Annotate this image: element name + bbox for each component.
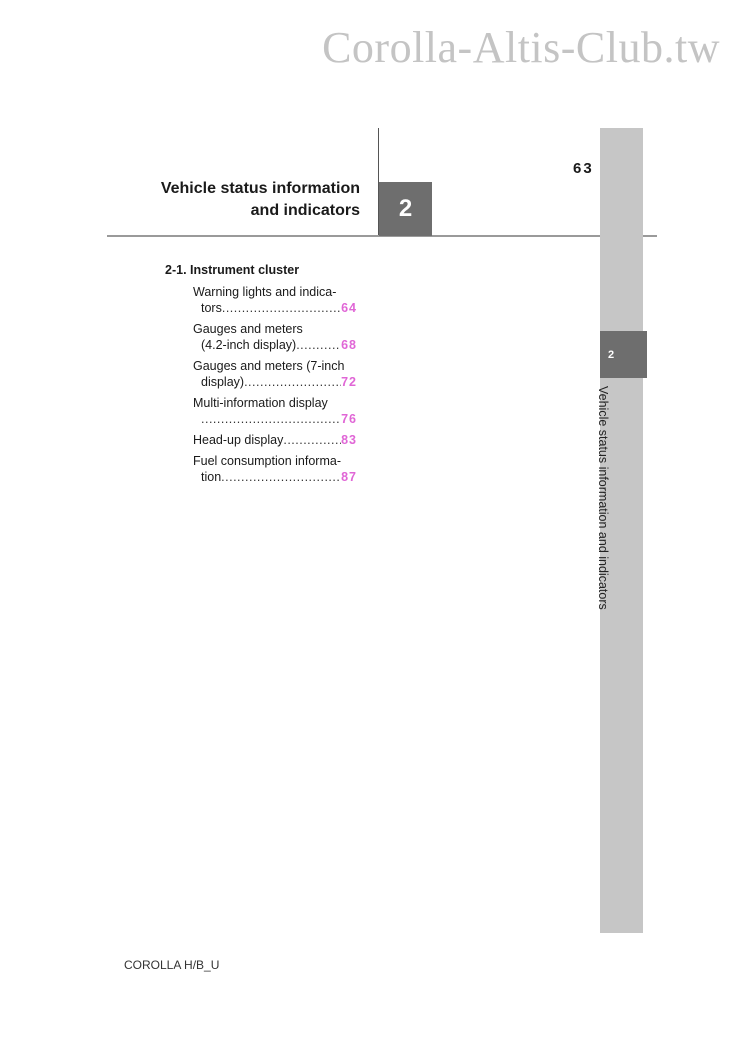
side-chapter-label: Vehicle status information and indicators — [596, 386, 610, 610]
toc-list — [193, 284, 357, 490]
toc-entry-title: Gauges and meters (7-inch — [193, 359, 345, 373]
page-number: 63 — [573, 160, 594, 177]
footer-model-code: COROLLA H/B_U — [124, 958, 220, 972]
toc-entry[interactable] — [193, 321, 357, 353]
toc-leader-dots — [201, 411, 341, 427]
toc-entry-title-cont: tors — [201, 301, 222, 315]
toc-entry-title-cont: display) — [201, 375, 245, 389]
toc-leader-dots — [244, 374, 341, 390]
toc-entry-title: Head-up display — [193, 433, 284, 447]
chapter-number-box: 2 — [379, 182, 432, 236]
toc-leader-dots — [222, 300, 341, 316]
toc-page-link[interactable]: 72 — [341, 375, 357, 389]
section-heading: 2-1. Instrument cluster — [165, 263, 300, 277]
toc-entry[interactable] — [193, 358, 357, 390]
toc-page-link[interactable]: 87 — [341, 470, 357, 484]
toc-entry-title: Gauges and meters — [193, 322, 303, 336]
toc-entry[interactable] — [193, 284, 357, 316]
watermark: Corolla-Altis-Club.tw — [322, 23, 720, 72]
chapter-title-line2: and indicators — [250, 202, 360, 219]
chapter-title — [161, 178, 360, 222]
toc-page-link[interactable]: 68 — [341, 338, 357, 352]
toc-leader-dots — [283, 432, 341, 448]
toc-entry-title: Fuel consumption informa- — [193, 454, 341, 468]
toc-entry-title-cont: tion — [201, 470, 222, 484]
toc-page-link[interactable]: 64 — [341, 301, 357, 315]
toc-leader-dots — [221, 469, 341, 485]
chapter-title-line1: Vehicle status information — [160, 180, 360, 197]
toc-page-link[interactable]: 76 — [341, 412, 357, 426]
toc-entry-title: Warning lights and indica- — [193, 285, 337, 299]
toc-entry[interactable] — [193, 432, 357, 448]
toc-entry[interactable] — [193, 395, 357, 427]
side-chapter-tab[interactable]: 2 — [600, 331, 647, 378]
toc-leader-dots — [296, 337, 341, 353]
toc-page-link[interactable]: 83 — [341, 433, 357, 447]
toc-entry-title-cont: (4.2-inch display) — [201, 338, 297, 352]
toc-entry[interactable] — [193, 453, 357, 485]
toc-entry-title: Multi-information display — [193, 396, 328, 410]
